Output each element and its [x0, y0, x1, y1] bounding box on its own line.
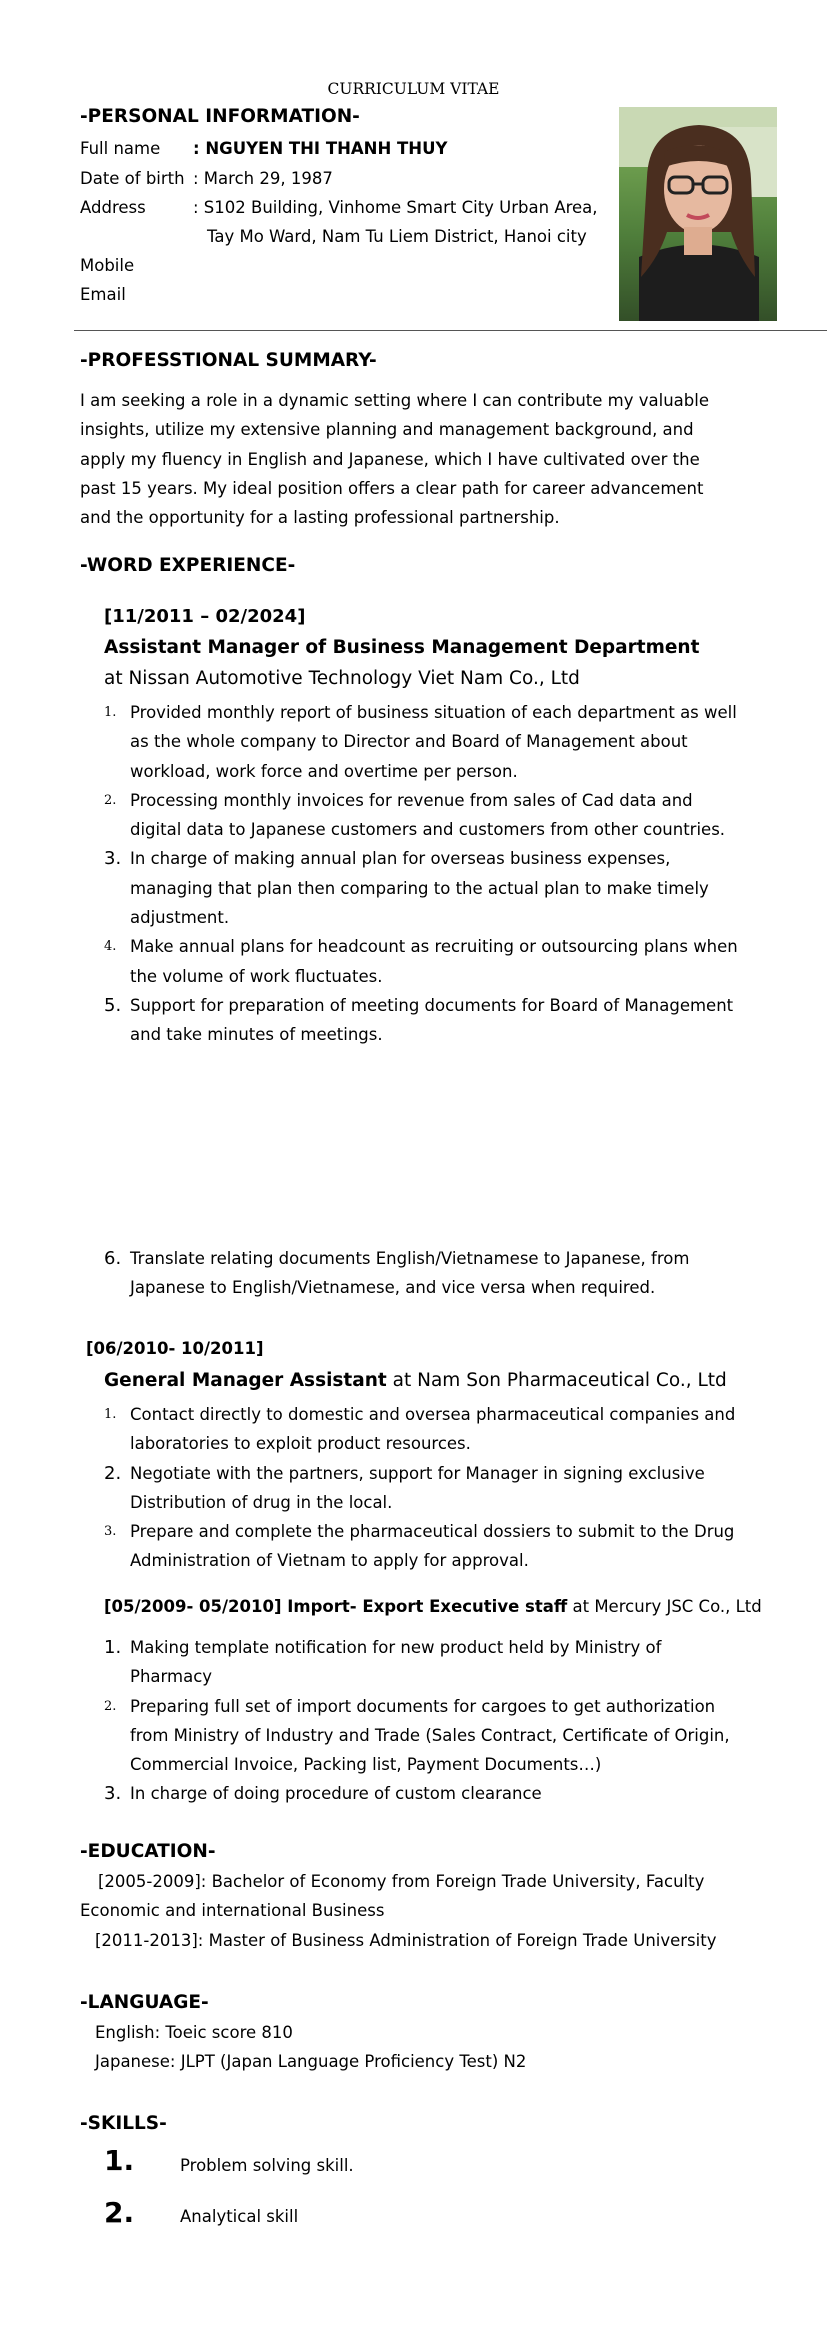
personal-info-heading: -PERSONAL INFORMATION-: [80, 106, 360, 127]
summary-paragraph: [80, 386, 740, 532]
document-title: CURRICULUM VITAE: [327, 80, 500, 98]
job1-company: at Nissan Automotive Technology Viet Nam Co., Ltd: [104, 668, 580, 689]
dob-row: [80, 169, 333, 188]
summary-line: and the opportunity for a lasting professional partnership.: [80, 508, 560, 528]
skills-heading: -SKILLS-: [80, 2113, 167, 2134]
dob-value: : March 29, 1987: [193, 169, 333, 188]
item-number: 1.: [104, 1637, 122, 1658]
address-row: [80, 198, 598, 217]
job1-duties-part2: [104, 1244, 764, 1303]
education-entry-1: [2005-2009]: Bachelor of Economy from Foreign Trade University, Faculty: [98, 1872, 705, 1891]
list-item: 4. Make annual plans for headcount as recruiting or outsourcing plans when the volume of work fluctuates.: [104, 932, 764, 991]
address-label: Address: [80, 198, 146, 217]
list-item: 1. Making template notification for new product held by Ministry of Pharmacy: [104, 1633, 764, 1692]
profile-photo: [619, 107, 777, 321]
address-line-2: Tay Mo Ward, Nam Tu Liem District, Hanoi city: [207, 227, 587, 246]
job3-header: [104, 1597, 762, 1616]
list-item: 3. Prepare and complete the pharmaceutical dossiers to submit to the Drug Administration of Vietnam to apply for approval.: [104, 1517, 764, 1576]
list-item: 1. Provided monthly report of business situation of each department as well as the whole company to Director and Board of Management about workload, work force and overtime per person.: [104, 698, 764, 786]
neck: [684, 227, 712, 255]
language-japanese: Japanese: JLPT (Japan Language Proficiency Test) N2: [95, 2052, 527, 2071]
language-english: English: Toeic score 810: [95, 2023, 293, 2042]
summary-line: past 15 years. My ideal position offers a clear path for career advancement: [80, 478, 704, 498]
language-heading: -LANGUAGE-: [80, 1992, 209, 2013]
job3-title: [05/2009- 05/2010] Import- Export Executive staff: [104, 1597, 568, 1616]
item-number: 2.: [104, 1462, 122, 1484]
list-item: 2. Preparing full set of import documents for cargoes to get authorization from Ministry of Industry and Trade (Sales Contract, Certificate of Origin, Commercial Invoice, Packing list, Payment Documents…): [104, 1692, 764, 1780]
list-item: 3. In charge of making annual plan for overseas business expenses, managing that plan then comparing to the actual plan to make timely adjustment.: [104, 844, 764, 932]
shirt: [639, 245, 759, 322]
email-label: Email: [80, 285, 126, 304]
education-entry-2: [2011-2013]: Master of Business Administration of Foreign Trade University: [95, 1931, 717, 1950]
full-name-row: [80, 139, 447, 158]
skill-number: 2.: [104, 2196, 135, 2229]
job2-header: [104, 1370, 727, 1391]
list-item: 2. Processing monthly invoices for revenue from sales of Cad data and digital data to Japanese customers and customers from other countries.: [104, 786, 764, 845]
job2-duties: [104, 1400, 764, 1576]
skill-label: Analytical skill: [180, 2207, 299, 2226]
dob-label: Date of birth: [80, 169, 185, 188]
list-item: 1. Contact directly to domestic and oversea pharmaceutical companies and laboratories to exploit product resources.: [104, 1400, 764, 1459]
list-item: 3. In charge of doing procedure of custom clearance: [104, 1779, 764, 1808]
summary-line: I am seeking a role in a dynamic setting where I can contribute my valuable: [80, 391, 709, 410]
job2-period: [06/2010- 10/2011]: [86, 1339, 264, 1358]
list-item: 2. Negotiate with the partners, support for Manager in signing exclusive Distribution of drug in the local.: [104, 1459, 764, 1518]
item-number: 1.: [104, 705, 117, 720]
skill-number: 1.: [104, 2144, 135, 2177]
education-heading: -EDUCATION-: [80, 1841, 216, 1862]
item-number: 3.: [104, 1783, 122, 1805]
item-number: 1.: [104, 1407, 117, 1422]
item-number: 3.: [104, 1524, 117, 1540]
job1-duties-part1: [104, 698, 764, 1050]
experience-heading: -WORD EXPERIENCE-: [80, 555, 296, 576]
summary-line: insights, utilize my extensive planning and management background, and: [80, 420, 694, 440]
list-item: 6. Translate relating documents English/Vietnamese to Japanese, from Japanese to English/Vietnamese, and vice versa when required.: [104, 1244, 764, 1303]
summary-heading: -PROFESSTIONAL SUMMARY-: [80, 350, 377, 371]
portrait-image: [619, 107, 777, 321]
job2-title: General Manager Assistant: [104, 1370, 387, 1391]
item-number: 2.: [104, 792, 117, 808]
job2-company: at Nam Son Pharmaceutical Co., Ltd: [386, 1370, 727, 1391]
item-number: 6.: [104, 1248, 122, 1269]
full-name-value: : NGUYEN THI THANH THUY: [193, 139, 448, 158]
item-number: 5.: [104, 994, 122, 1016]
full-name-label: Full name: [80, 139, 161, 158]
item-number: 3.: [104, 848, 122, 870]
job1-period: [11/2011 – 02/2024]: [104, 606, 306, 627]
header-divider: [74, 330, 827, 331]
item-number: 2.: [104, 1698, 117, 1714]
item-number: 4.: [104, 939, 117, 955]
summary-line: apply my fluency in English and Japanese, which I have cultivated over the: [80, 449, 700, 469]
address-line-1: : S102 Building, Vinhome Smart City Urban Area,: [193, 198, 598, 217]
job3-company: at Mercury JSC Co., Ltd: [567, 1597, 762, 1616]
education-entry-1-cont: Economic and international Business: [80, 1901, 385, 1920]
job3-duties: [104, 1633, 764, 1809]
job1-title: Assistant Manager of Business Management Department: [104, 637, 700, 658]
list-item: 5. Support for preparation of meeting documents for Board of Management and take minutes of meetings.: [104, 991, 764, 1050]
mobile-label: Mobile: [80, 256, 135, 275]
skill-label: Problem solving skill.: [180, 2156, 354, 2175]
